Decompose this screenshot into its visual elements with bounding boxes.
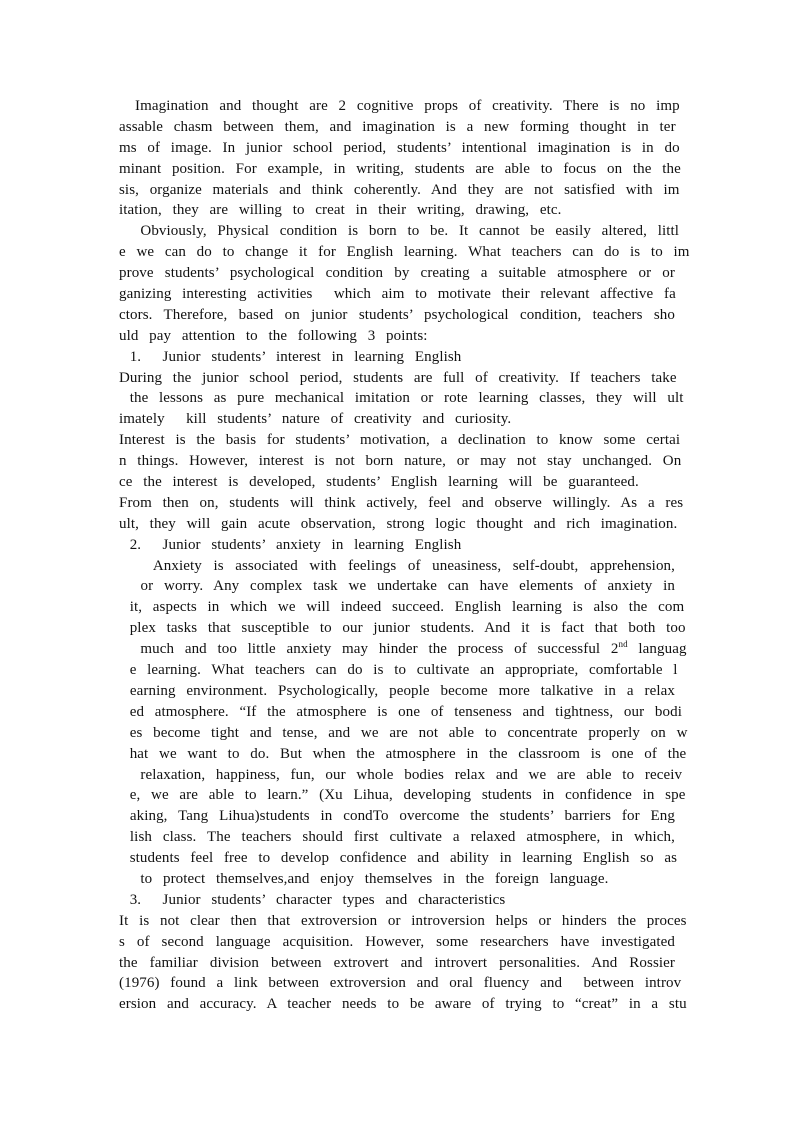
text-line: relaxation, happiness, fun, our whole bodies relax and we are able to receiv — [119, 766, 683, 783]
text-line: 2. Junior students’ anxiety in learning English — [119, 536, 462, 553]
text-line: ms of image. In junior school period, students’ intentional imagination is in do — [119, 139, 680, 156]
text-segment: much and too little anxiety may hinder the process of successful 2 — [119, 641, 619, 658]
text-line: Obviously, Physical condition is born to be. It cannot be easily altered, littl — [119, 223, 680, 240]
text-line: ce the interest is developed, students’ English learning will be guaranteed. — [119, 474, 639, 491]
text-line: It is not clear then that extroversion or introversion helps or hinders the proces — [119, 912, 687, 929]
text-line — [119, 639, 687, 660]
text-line: uld pay attention to the following 3 points: — [119, 327, 428, 344]
text-line: plex tasks that susceptible to our junior students. And it is fact that both too — [119, 620, 686, 637]
text-line: the lessons as pure mechanical imitation or rote learning classes, they will ult — [119, 390, 684, 407]
text-line: Anxiety is associated with feelings of uneasiness, self-doubt, apprehension, — [119, 557, 675, 574]
text-line: 1. Junior students’ interest in learning English — [119, 348, 462, 365]
text-line: e, we are able to learn.” (Xu Lihua, developing students in confidence in spe — [119, 787, 686, 804]
text-line: minant position. For example, in writing, students are able to focus on the the — [119, 160, 681, 177]
text-line: Imagination and thought are 2 cognitive props of creativity. There is no imp — [119, 98, 680, 114]
text-line: prove students’ psychological condition by creating a suitable atmosphere or or — [119, 265, 675, 282]
text-line: s of second language acquisition. However, some researchers have investigated — [119, 933, 675, 950]
text-line: ctors. Therefore, based on junior students’ psychological condition, teachers sho — [119, 306, 675, 323]
text-line: ganizing interesting activities which aim to motivate their relevant affective fa — [119, 286, 676, 303]
text-line: the familiar division between extrovert and introvert personalities. And Rossier — [119, 954, 675, 971]
text-line: e we can do to change it for English learning. What teachers can do is to im — [119, 244, 690, 261]
text-line: e learning. What teachers can do is to cultivate an appropriate, comfortable l — [119, 662, 678, 679]
text-line: ult, they will gain acute observation, strong logic thought and rich imagination. — [119, 515, 678, 532]
text-line: ersion and accuracy. A teacher needs to be aware of trying to “creat” in a stu — [119, 996, 687, 1013]
text-line: imately kill students’ nature of creativity and curiosity. — [119, 411, 512, 428]
superscript-ordinal: nd — [618, 639, 628, 650]
text-line: During the junior school period, students are full of creativity. If teachers take — [119, 369, 677, 386]
text-line: (1976) found a link between extroversion and oral fluency and between introv — [119, 975, 682, 992]
text-line: itation, they are willing to creat in their writing, drawing, etc. — [119, 202, 562, 219]
text-line: es become tight and tense, and we are not able to concentrate properly on w — [119, 724, 688, 741]
text-line: earning environment. Psychologically, people become more talkative in a relax — [119, 682, 675, 699]
text-line: sis, organize materials and think coherently. And they are not satisfied with im — [119, 181, 680, 198]
text-line: lish class. The teachers should first cultivate a relaxed atmosphere, in which, — [119, 829, 675, 846]
text-line: n things. However, interest is not born nature, or may not stay unchanged. On — [119, 453, 682, 470]
text-segment: languag — [627, 641, 687, 658]
text-line: assable chasm between them, and imagination is a new forming thought in ter — [119, 118, 676, 135]
text-line: ed atmosphere. “If the atmosphere is one of tenseness and tightness, our bodi — [119, 703, 682, 720]
text-line: or worry. Any complex task we undertake can have elements of anxiety in — [119, 578, 675, 595]
document-page — [119, 96, 690, 1015]
text-line: aking, Tang Lihua)students in condTo overcome the students’ barriers for Eng — [119, 808, 675, 825]
text-line: to protect themselves,and enjoy themselves in the foreign language. — [119, 870, 609, 887]
text-line: hat we want to do. But when the atmosphere in the classroom is one of the — [119, 745, 687, 762]
text-line: it, aspects in which we will indeed succeed. English learning is also the com — [119, 599, 685, 616]
text-line: 3. Junior students’ character types and characteristics — [119, 891, 506, 908]
text-line: students feel free to develop confidence and ability in learning English so as — [119, 850, 678, 867]
text-line: From then on, students will think actively, feel and observe willingly. As a res — [119, 494, 684, 511]
text-line: Interest is the basis for students’ motivation, a declination to know some certai — [119, 432, 681, 449]
